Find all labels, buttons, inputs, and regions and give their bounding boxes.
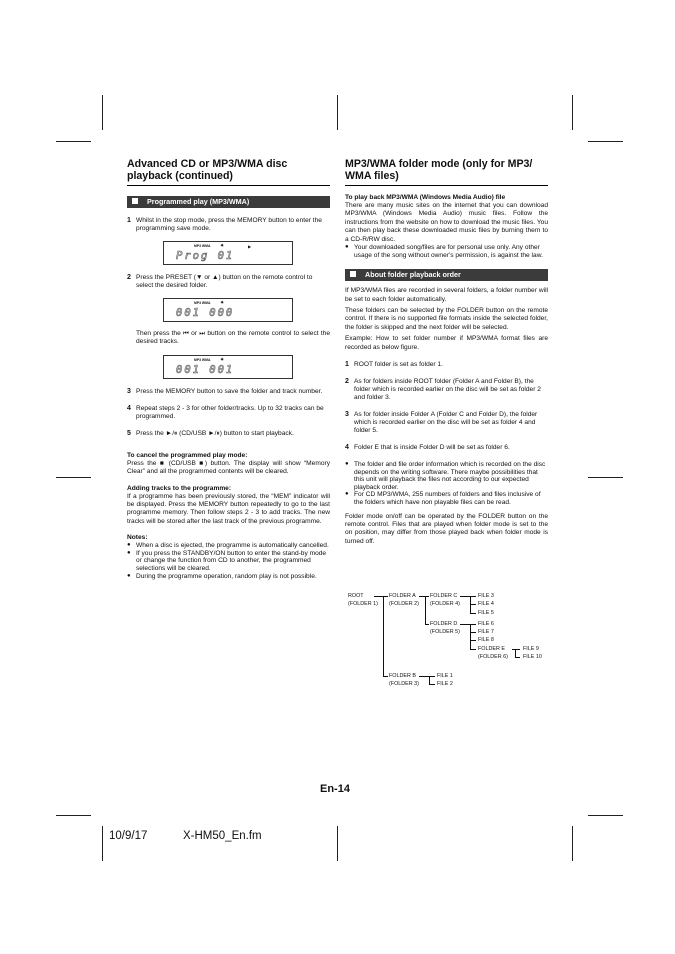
notes-heading: Notes: [127, 534, 148, 542]
tree-folder-e: FOLDER E [478, 646, 505, 652]
tree-file-1: FILE 1 [437, 673, 453, 679]
tree-folder-e-number: (FOLDER 6) [478, 654, 508, 660]
tree-root: ROOT [348, 593, 364, 599]
tree-file-8: FILE 8 [478, 637, 494, 643]
folder-step-2: 2 As for folders inside ROOT folder (Folder A and Folder B), the folder which is recorded earlier on the disc will be set as folder 2 and folder 3. [345, 378, 541, 402]
tree-file-10: FILE 10 [523, 654, 542, 660]
crop-mark [337, 826, 338, 861]
crop-mark [102, 826, 103, 861]
bullet-icon: ● [127, 572, 131, 579]
tree-folder-c: FOLDER C [430, 593, 458, 599]
tree-folder-a: FOLDER A [389, 593, 416, 599]
tree-file-2: FILE 2 [437, 681, 453, 687]
bullet-icon: ● [345, 491, 349, 498]
right-column [345, 158, 548, 546]
bullet-icon: ● [127, 542, 131, 549]
page-number: En-14 [320, 783, 350, 795]
folder-tree-diagram [345, 590, 555, 690]
crop-mark [56, 815, 91, 816]
cancel-heading: To cancel the programmed play mode: [127, 451, 248, 459]
tree-file-7: FILE 7 [478, 629, 494, 635]
crop-mark [337, 95, 338, 130]
tree-root-number: (FOLDER 1) [348, 601, 378, 607]
square-icon [350, 271, 356, 277]
folder-step-1: 1 ROOT folder is set as folder 1. [345, 361, 443, 369]
adding-heading: Adding tracks to the programme: [127, 484, 232, 492]
tree-folder-b: FOLDER B [389, 673, 416, 679]
tree-folder-d: FOLDER D [430, 621, 458, 627]
playback-text: There are many music sites on the internet that you can download MP3/WMA (Windows Media Audio) music files. Follow the instructions from the website on how to download the music files. You can then play back these downloaded music files by burning them to a CD-R/RW disc. [345, 202, 548, 243]
bullet-icon: ● [345, 244, 349, 251]
tree-file-4: FILE 4 [478, 601, 494, 607]
lcd-text: 001 000 [176, 307, 235, 319]
section-title: Advanced CD or MP3/WMA disc playback (continued) [127, 158, 330, 186]
tree-file-9: FILE 9 [523, 646, 539, 652]
folder-mode-text: Folder mode on/off can be operated by the FOLDER button on the remote control. Files that are played when folder mode is set to the on position, may differ from those played back when folder mode is turned off. [345, 512, 548, 545]
crop-mark [102, 95, 103, 130]
left-column [127, 158, 330, 580]
section-bar-label: About folder playback order [365, 270, 461, 280]
info-item: ● For CD MP3/WMA, 255 numbers of folders and files inclusive of the folders which have non playable files can be read. [345, 491, 541, 507]
flash-icon: ✷ [220, 356, 225, 363]
print-date: 10/9/17 [109, 830, 148, 842]
section-title: MP3/WMA folder mode (only for MP3/ WMA files) [345, 158, 548, 186]
step-2: 2 Press the PRESET (▼ or ▲) button on the remote control to select the desired folder. [127, 274, 313, 289]
step-2-detail: Then press the ⏮ or ⏭ button on the remote control to select the desired tracks. [136, 330, 330, 346]
note-item: ● When a disc is ejected, the programme is automatically cancelled. [127, 542, 329, 550]
tree-folder-b-number: (FOLDER 3) [389, 681, 419, 687]
crop-mark [56, 477, 91, 478]
adding-text: If a programme has been previously stored, the “MEM” indicator will be displayed. Press the MEMORY button repeatedly to go to the last programme memory. Then follow steps 2 - 3 to add tracks. The new tracks will be stored after the last track of the previous programme. [127, 492, 330, 525]
tree-folder-d-number: (FOLDER 5) [430, 629, 460, 635]
crop-mark [588, 815, 623, 816]
step-5: 5 Press the ►/⏸ (CD/USB ►/⏸) button to start playback. [127, 429, 294, 437]
note-item: ● If you press the STANDBY/ON button to enter the stand-by mode or change the function from CD to another, the programmed selections will be cleared. [127, 549, 327, 573]
folder-paragraph: Example: How to set folder number if MP3/WMA format files are recorded as below figure. [345, 335, 548, 351]
square-icon [132, 198, 138, 204]
mp3-wma-indicator: MP3 WMA [194, 357, 211, 362]
crop-mark [588, 141, 623, 142]
folder-step-4: 4 Folder E that is inside Folder D will be set as folder 6. [345, 444, 510, 452]
crop-mark [572, 95, 573, 130]
lcd-display [163, 298, 293, 322]
folder-paragraph: These folders can be selected by the FOLDER button on the remote control. If there is no supported file formats inside the selected folder, the folder is skipped and the next folder will be selected. [345, 307, 548, 331]
step-1: 1 Whilst in the stop mode, press the MEMORY button to enter the programming save mode. [127, 217, 322, 232]
section-bar-label: Programmed play (MP3/WMA) [147, 197, 250, 206]
note-item: ● During the programme operation, random play is not possible. [127, 572, 317, 580]
step-3: 3 Press the MEMORY button to save the folder and track number. [127, 387, 323, 395]
mp3-wma-indicator: MP3 WMA [194, 301, 211, 305]
crop-mark [56, 141, 91, 142]
section-bar [345, 269, 548, 281]
tree-file-3: FILE 3 [478, 593, 494, 599]
crop-mark [572, 826, 573, 861]
flash-icon: ✷ [220, 243, 225, 249]
flash-icon: ✷ [220, 300, 225, 306]
lcd-text: 001 001 [176, 363, 235, 376]
file-name: X-HM50_En.fm [183, 830, 262, 842]
bullet-icon: ● [345, 461, 349, 468]
bullet-icon: ● [127, 549, 131, 556]
section-bar [127, 196, 330, 208]
playback-heading: To play back MP3/WMA (Windows Media Audio) file [345, 194, 506, 201]
cancel-text: Press the ■ (CD/USB ■) button. The display will show “Memory Clear” and all the programmed contents will be cleared. [127, 459, 330, 476]
tree-folder-a-number: (FOLDER 2) [389, 601, 419, 607]
tree-file-6: FILE 6 [478, 621, 494, 627]
mp3-wma-indicator: MP3 WMA [194, 244, 211, 248]
folder-step-3: 3 As for folder inside Folder A (Folder C and Folder D), the folder which is recorded earlier on the disc will be set as folder 4 and folder 5. [345, 411, 538, 435]
folder-paragraph: If MP3/WMA files are recorded in several folders, a folder number will be set to each folder automatically. [345, 287, 548, 303]
lcd-display [163, 355, 293, 379]
crop-mark [588, 477, 623, 478]
lcd-text: Prog 01 [176, 250, 235, 262]
tree-file-5: FILE 5 [478, 610, 494, 616]
info-item: ● The folder and file order information which is recorded on the disc depends on the writing software. There maybe possibilities that this unit will playback the files not according to our expected playback order. [345, 461, 546, 491]
step-4: 4 Repeat steps 2 - 3 for other folder/tracks. Up to 32 tracks can be programmed. [127, 404, 324, 420]
play-icon: ▶ [248, 244, 252, 249]
lcd-display [163, 241, 293, 265]
tree-folder-c-number: (FOLDER 4) [430, 601, 460, 607]
copyright-note: ● Your downloaded song/files are for personal use only. Any other usage of the song without owner's permission, is against the law. [345, 244, 543, 259]
